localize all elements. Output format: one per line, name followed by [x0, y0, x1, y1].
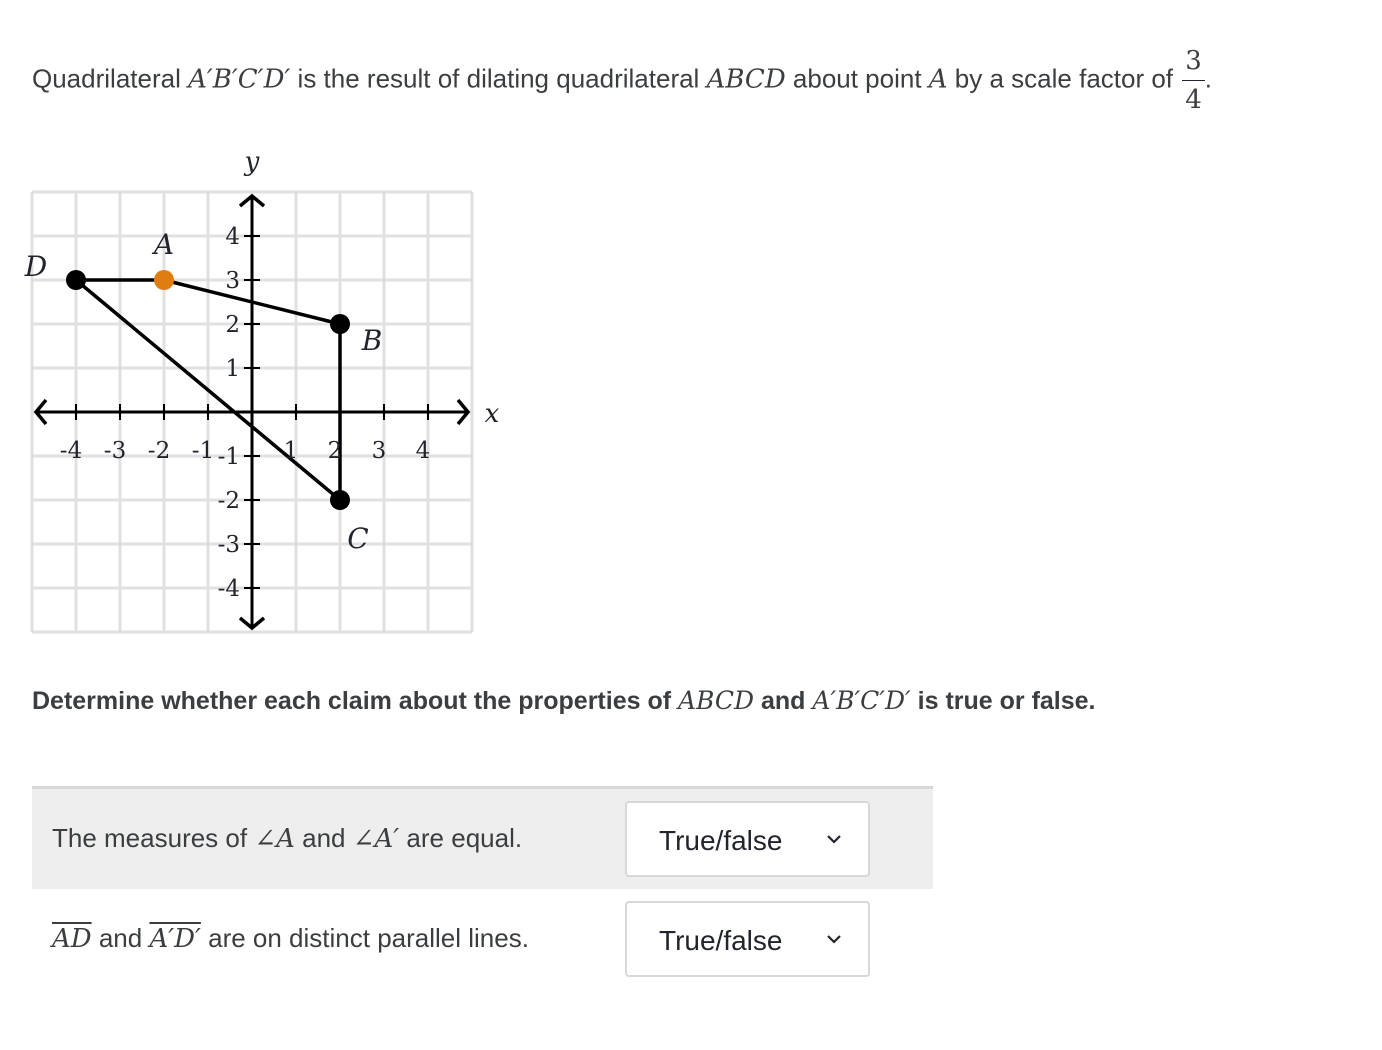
- math-abcd: ABCD: [677, 686, 755, 715]
- math-angle-a-prime: A′: [374, 824, 400, 854]
- x-tick-label: 4: [415, 438, 431, 464]
- segment-a-prime-d-prime: A′D′: [149, 924, 201, 954]
- x-tick-label: 3: [371, 438, 387, 464]
- claim-text-part: are equal.: [399, 823, 523, 853]
- intro-text: .: [1204, 63, 1213, 94]
- y-tick-label: -3: [217, 532, 240, 558]
- chevron-down-icon: [826, 833, 842, 845]
- math-a-prime-quad: A′B′C′D′: [812, 686, 911, 715]
- x-tick-label: 1: [283, 438, 299, 464]
- question-prompt: [32, 686, 1096, 716]
- intro-text: is the result of dilating quadrilateral: [290, 63, 707, 94]
- intro-text: by a scale factor of: [947, 63, 1181, 94]
- coordinate-graph: [0, 130, 500, 640]
- math-point-a: A: [928, 64, 948, 95]
- x-tick-label: -4: [59, 438, 83, 464]
- math-abcd: ABCD: [706, 64, 786, 95]
- claim-text-part: The measures of: [52, 823, 255, 853]
- chevron-down-icon: [826, 933, 842, 945]
- y-axis-label: y: [244, 147, 260, 177]
- point-label-d: D: [24, 250, 48, 283]
- math-angle-a: A: [276, 824, 295, 854]
- point-label-b: B: [361, 324, 383, 357]
- y-tick-label: -1: [217, 444, 240, 470]
- axes: [36, 196, 468, 628]
- scale-factor-fraction: [1182, 48, 1205, 113]
- y-tick-label: 3: [225, 268, 240, 294]
- segment-ad: $\overline{AD}$: [52, 924, 92, 954]
- true-false-dropdown[interactable]: [625, 801, 870, 877]
- question-text: Determine whether each claim about the properties of: [32, 687, 678, 715]
- y-tick-label: -4: [217, 576, 240, 602]
- true-false-dropdown[interactable]: [625, 901, 870, 977]
- x-tick-label: -2: [147, 438, 171, 464]
- x-tick-label: -3: [103, 438, 127, 464]
- intro-text: Quadrilateral: [32, 63, 189, 94]
- fraction-denominator: 4: [1185, 85, 1202, 115]
- angle-symbol: ∠: [254, 824, 277, 854]
- point-c: [330, 490, 350, 510]
- fraction-numerator: 3: [1182, 48, 1205, 81]
- question-text: is true or false.: [910, 687, 1096, 715]
- x-tick-label: 2: [327, 438, 343, 464]
- y-tick-label: 2: [225, 312, 240, 338]
- y-tick-label: -2: [217, 488, 240, 514]
- claim-row: [32, 889, 933, 989]
- intro-text: about point: [785, 63, 929, 94]
- y-tick-label: 4: [225, 224, 240, 250]
- claim-text-part: and: [91, 923, 150, 953]
- y-tick-label: 1: [225, 356, 240, 382]
- claim-text-part: are on distinct parallel lines.: [200, 923, 529, 953]
- math-a-prime-quad: A′B′C′D′: [188, 64, 291, 95]
- angle-symbol: ∠: [352, 824, 375, 854]
- claim-text-part: and: [294, 823, 353, 853]
- question-text: and: [754, 687, 813, 715]
- point-d: [66, 270, 86, 290]
- point-label-a: A: [153, 228, 175, 261]
- point-b: [330, 314, 350, 334]
- point-a: [154, 270, 174, 290]
- dropdown-value: True/false: [659, 825, 783, 856]
- point-label-c: C: [347, 522, 369, 555]
- x-axis-label: x: [484, 399, 500, 429]
- x-tick-label: -1: [191, 438, 215, 464]
- claim-row: [32, 786, 933, 889]
- claim-text: [52, 823, 522, 854]
- claim-text: [52, 923, 529, 954]
- dropdown-value: True/false: [659, 925, 783, 956]
- problem-statement: [32, 48, 1212, 113]
